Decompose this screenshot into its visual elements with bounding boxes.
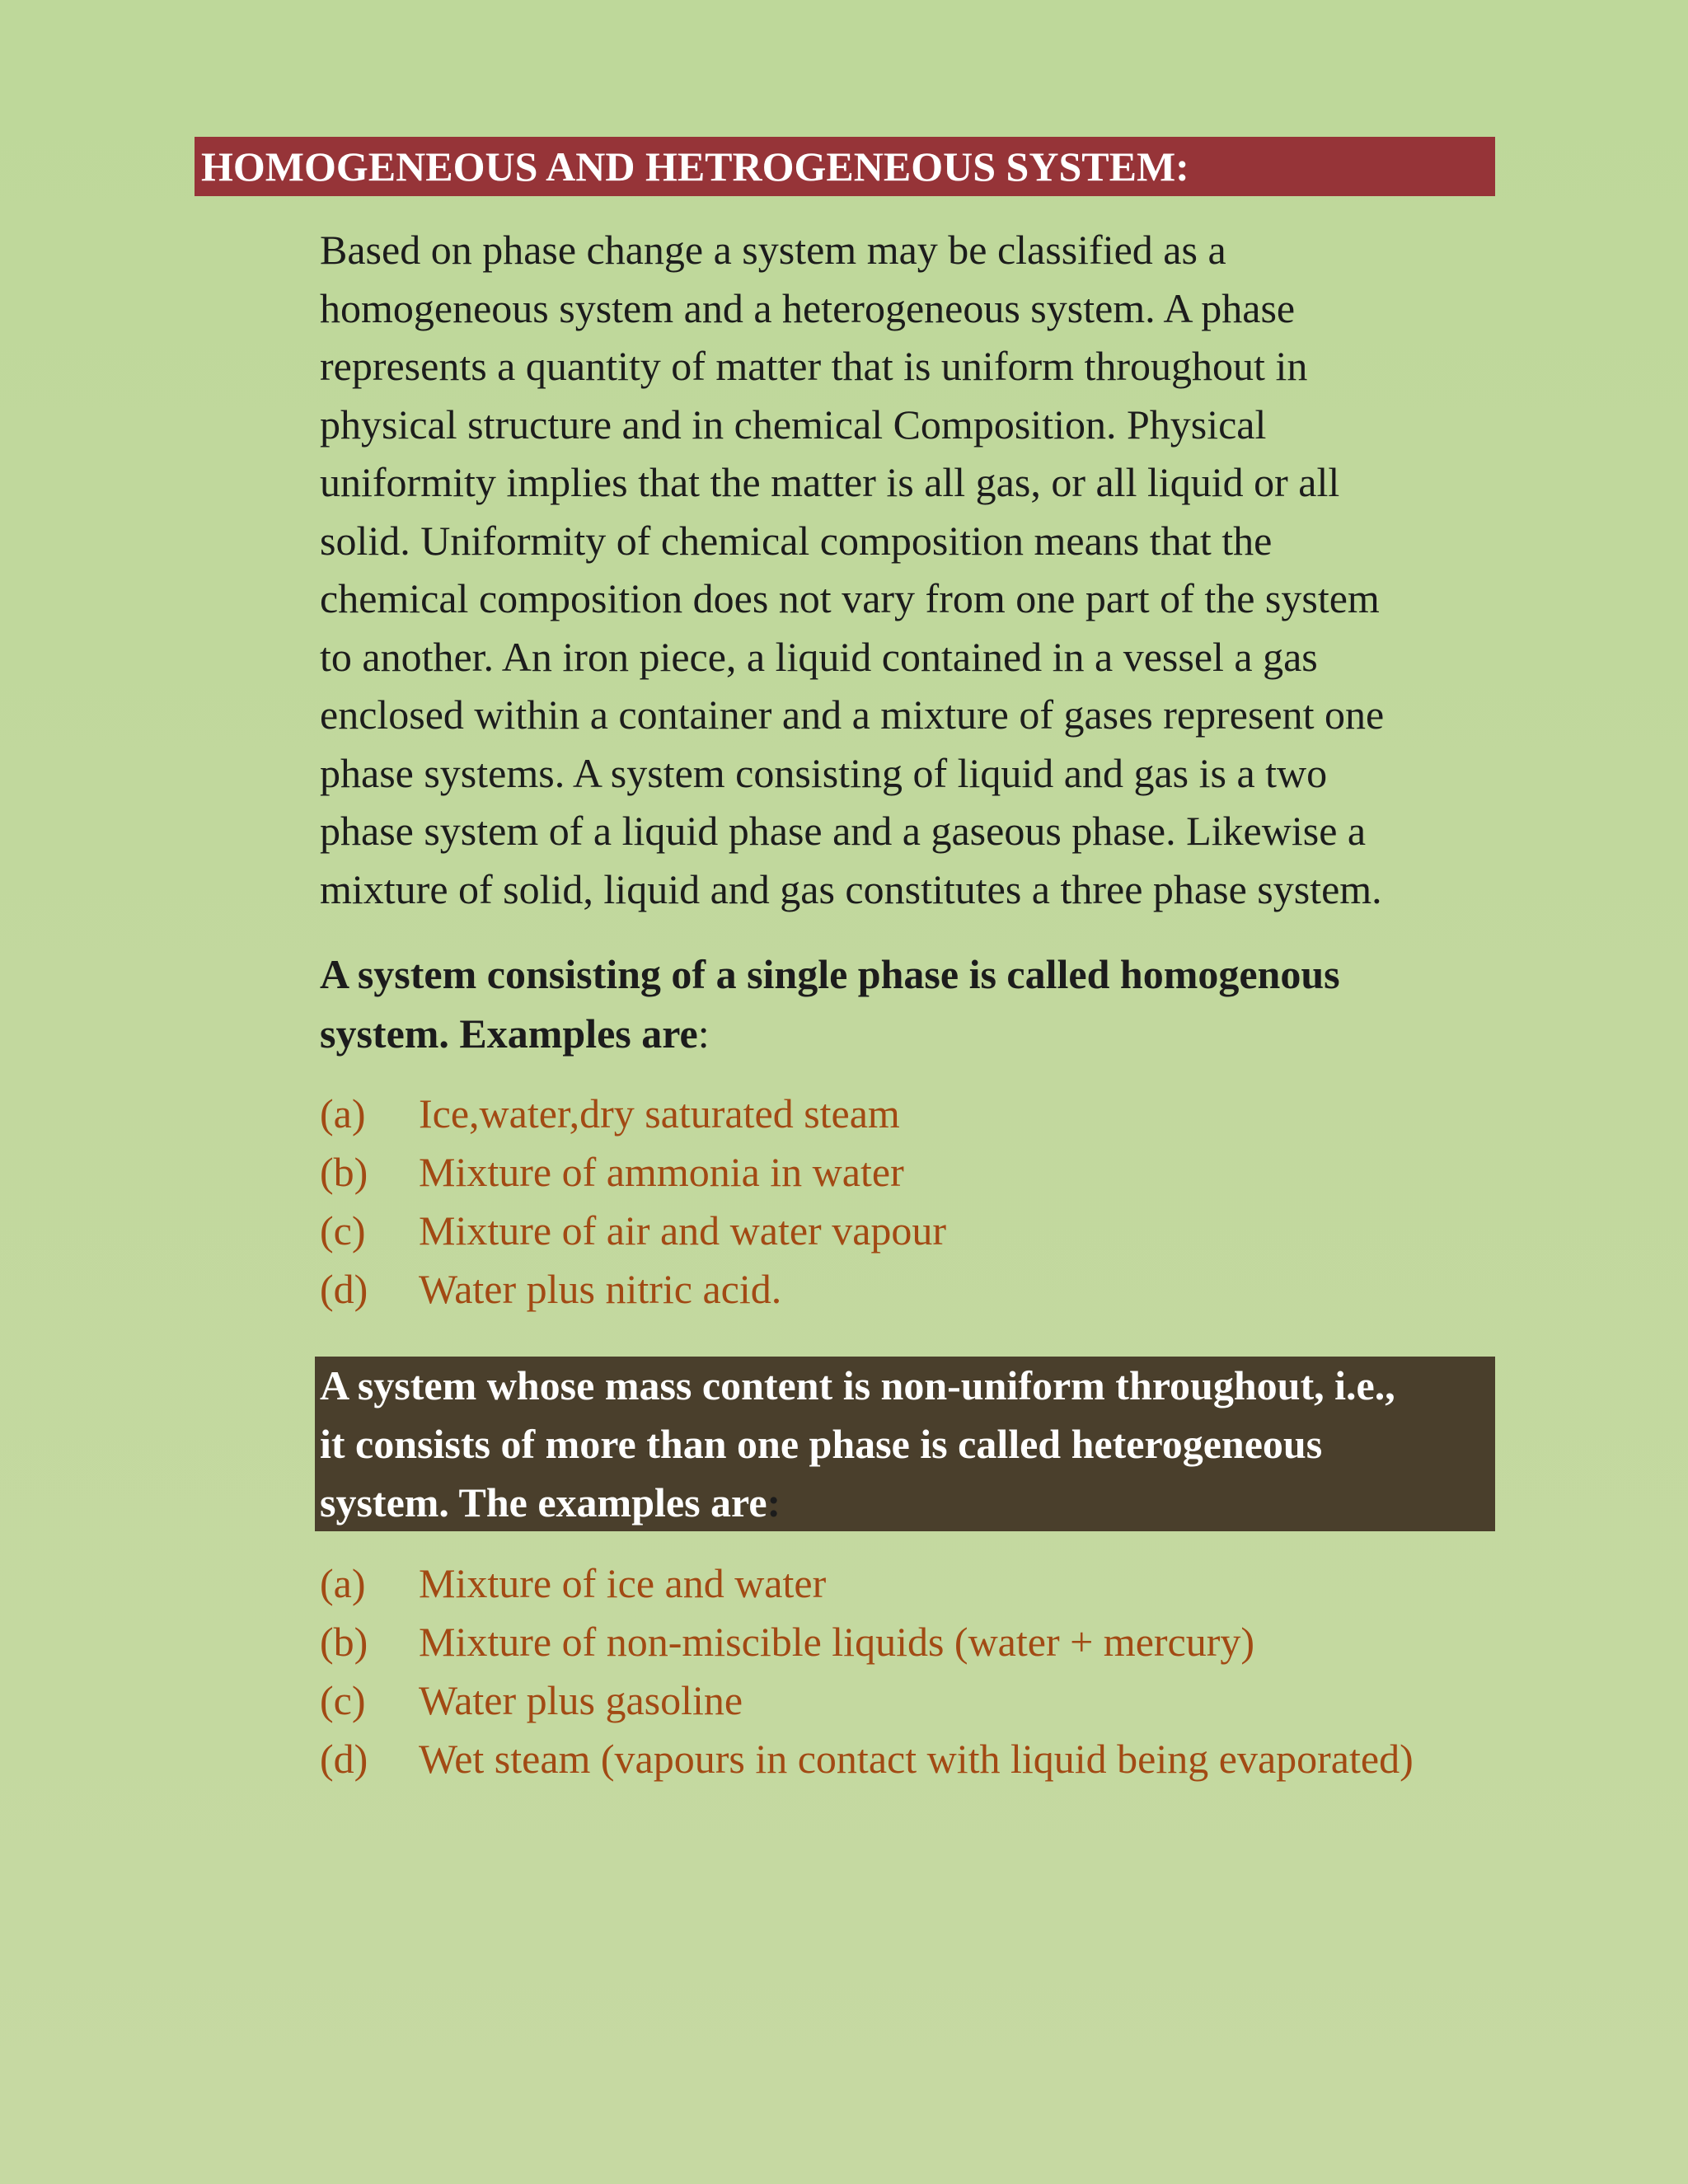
paragraph-line: uniformity implies that the matter is all gas, or all liquid or all bbox=[320, 459, 1340, 505]
list-item bbox=[320, 1085, 1498, 1143]
list-marker: (a) bbox=[320, 1560, 366, 1606]
list-item-text: Water plus nitric acid. bbox=[419, 1266, 782, 1312]
heading-text: system. Examples are bbox=[320, 1010, 698, 1057]
heading-line: it consists of more than one phase is called heterogeneous bbox=[320, 1421, 1323, 1467]
paragraph-line: physical structure and in chemical Composition. Physical bbox=[320, 401, 1267, 448]
paragraph-line: solid. Uniformity of chemical composition means that the bbox=[320, 517, 1273, 564]
heterogeneous-examples-list bbox=[320, 1554, 1515, 1788]
paragraph-line: phase systems. A system consisting of liquid and gas is a two bbox=[320, 749, 1328, 796]
list-item-text: Mixture of ice and water bbox=[419, 1560, 827, 1606]
homogeneous-heading bbox=[320, 944, 1498, 1063]
paragraph-line: chemical composition does not vary from one part of the system bbox=[320, 575, 1380, 621]
heading-line: A system whose mass content is non-uniform throughout, i.e., bbox=[320, 1362, 1395, 1408]
list-item bbox=[320, 1202, 1498, 1260]
main-content bbox=[320, 221, 1498, 1319]
list-marker: (b) bbox=[320, 1149, 368, 1195]
list-item-text: Mixture of air and water vapour bbox=[419, 1207, 947, 1254]
heading-colon: : bbox=[697, 1010, 710, 1057]
list-item-text: Mixture of ammonia in water bbox=[419, 1149, 904, 1195]
intro-paragraph bbox=[320, 221, 1498, 918]
heading-colon: : bbox=[767, 1479, 781, 1526]
list-item bbox=[320, 1143, 1498, 1202]
homogeneous-examples-list bbox=[320, 1085, 1498, 1319]
heterogeneous-heading bbox=[315, 1357, 1495, 1531]
paragraph-line: phase system of a liquid phase and a gaseous phase. Likewise a bbox=[320, 808, 1367, 854]
section-title: HOMOGENEOUS AND HETROGENEOUS SYSTEM: bbox=[195, 137, 1495, 196]
list-marker: (d) bbox=[320, 1736, 368, 1782]
heading-line bbox=[320, 1474, 1495, 1532]
paragraph-line: homogeneous system and a heterogeneous system. A phase bbox=[320, 284, 1296, 331]
list-item bbox=[320, 1260, 1498, 1319]
list-marker: (d) bbox=[320, 1266, 368, 1312]
list-marker: (a) bbox=[320, 1090, 366, 1137]
heading-line: A system consisting of a single phase is called homogenous bbox=[320, 951, 1340, 997]
list-marker: (b) bbox=[320, 1619, 368, 1665]
paragraph-line: enclosed within a container and a mixture of gases represent one bbox=[320, 691, 1385, 738]
list-item bbox=[320, 1554, 1515, 1613]
heading-line bbox=[320, 1004, 1498, 1063]
list-item-text: Mixture of non-miscible liquids (water + mercury) bbox=[419, 1619, 1255, 1665]
paragraph-line: to another. An iron piece, a liquid contained in a vessel a gas bbox=[320, 633, 1318, 680]
paragraph-line: Based on phase change a system may be classified as a bbox=[320, 227, 1226, 273]
list-item bbox=[320, 1671, 1515, 1730]
list-item-text: Ice,water,dry saturated steam bbox=[419, 1090, 900, 1137]
list-marker: (c) bbox=[320, 1207, 366, 1254]
list-item-text: Wet steam (vapours in contact with liquid being evaporated) bbox=[419, 1736, 1414, 1782]
paragraph-line: represents a quantity of matter that is uniform throughout in bbox=[320, 343, 1308, 389]
list-item-text: Water plus gasoline bbox=[419, 1677, 743, 1723]
list-item bbox=[320, 1730, 1515, 1788]
heading-text: system. The examples are bbox=[320, 1479, 767, 1526]
list-item bbox=[320, 1613, 1515, 1671]
list-marker: (c) bbox=[320, 1677, 366, 1723]
paragraph-line: mixture of solid, liquid and gas constitutes a three phase system. bbox=[320, 865, 1382, 912]
